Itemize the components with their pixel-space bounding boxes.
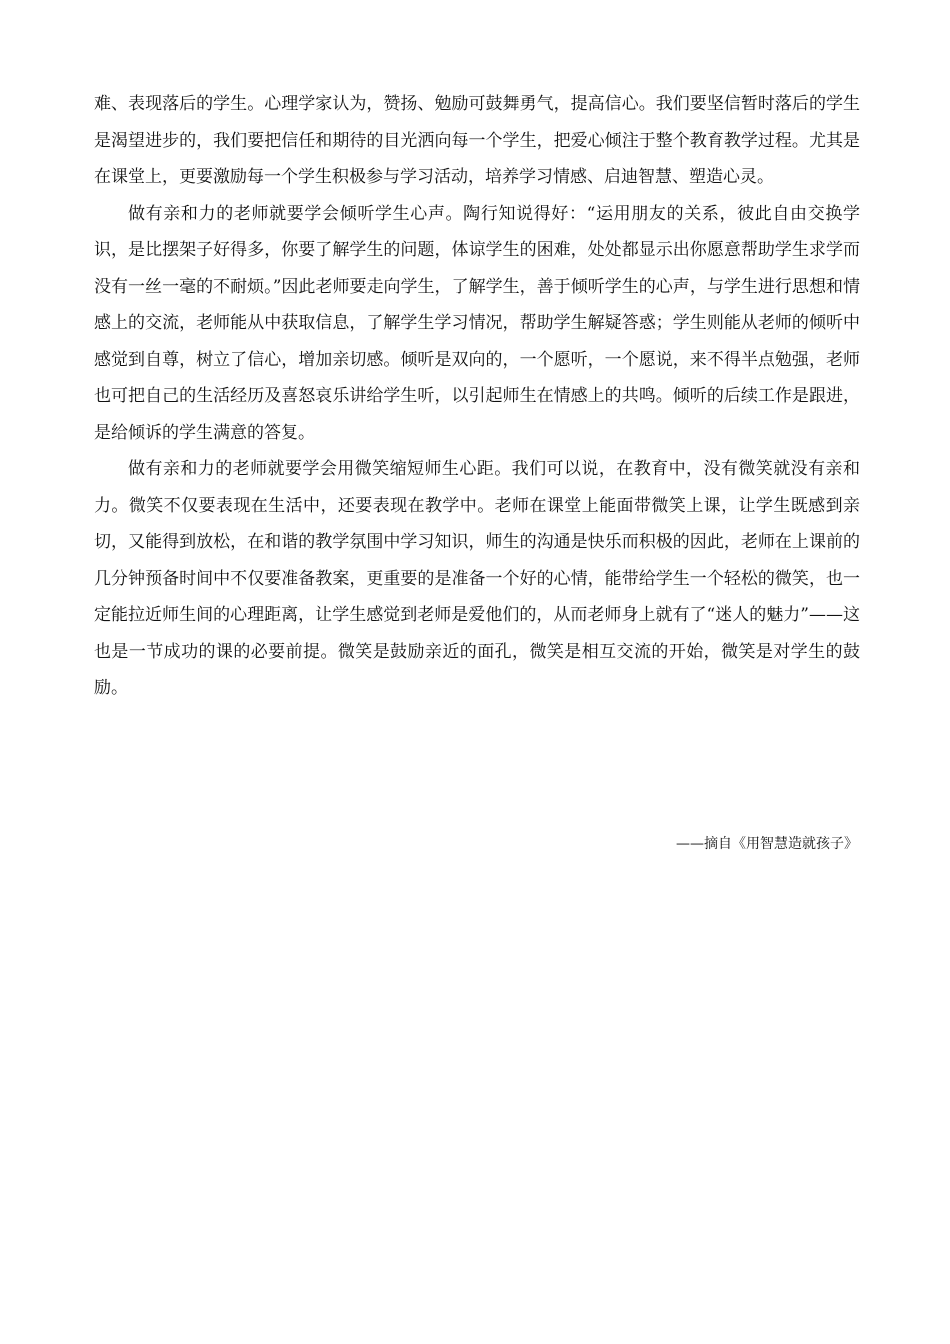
article-body xyxy=(94,86,860,707)
paragraph-continuation: 难、表现落后的学生。心理学家认为，赞扬、勉励可鼓舞勇气，提高信心。我们要坚信暂时落后的学生是渴望进步的，我们要把信任和期待的目光洒向每一个学生，把爱心倾注于整个教育教学过程。尤其是在课堂上，更要激励每一个学生积极参与学习活动，培养学习情感、启迪智慧、塑造心灵。 xyxy=(94,94,860,187)
paragraph-smiling: 做有亲和力的老师就要学会用微笑缩短师生心距。我们可以说，在教育中，没有微笑就没有亲和力。微笑不仅要表现在生活中，还要表现在教学中。老师在课堂上能面带微笑上课，让学生既感到亲切，又能得到放松，在和谐的教学氛围中学习知识，师生的沟通是快乐而积极的因此，老师在上课前的几分钟预备时间中不仅要准备教案，更重要的是准备一个好的心情，能带给学生一个轻松的微笑，也一定能拉近师生间的心理距离，让学生感觉到老师是爱他们的，从而老师身上就有了“迷人的魅力”——这也是一节成功的课的必要前提。微笑是鼓励亲近的面孔，微笑是相互交流的开始，微笑是对学生的鼓励。 xyxy=(94,459,860,698)
paragraph-listening: 做有亲和力的老师就要学会倾听学生心声。陶行知说得好：“运用朋友的关系，彼此自由交换学识，是比摆架子好得多，你要了解学生的问题，体谅学生的困难，处处都显示出你愿意帮助学生求学而没有一丝一毫的不耐烦。”因此老师要走向学生，了解学生，善于倾听学生的心声，与学生进行思想和情感上的交流，老师能从中获取信息，了解学生学习情况，帮助学生解疑答惑；学生则能从老师的倾听中感觉到自尊，树立了信心，增加亲切感。倾听是双向的，一个愿听，一个愿说，来不得半点勉强，老师也可把自己的生活经历及喜怒哀乐讲给学生听，以引起师生在情感上的共鸣。倾听的后续工作是跟进，是给倾诉的学生满意的答复。 xyxy=(94,203,860,443)
source-attribution: ——摘自《用智慧造就孩子》 xyxy=(676,836,858,852)
